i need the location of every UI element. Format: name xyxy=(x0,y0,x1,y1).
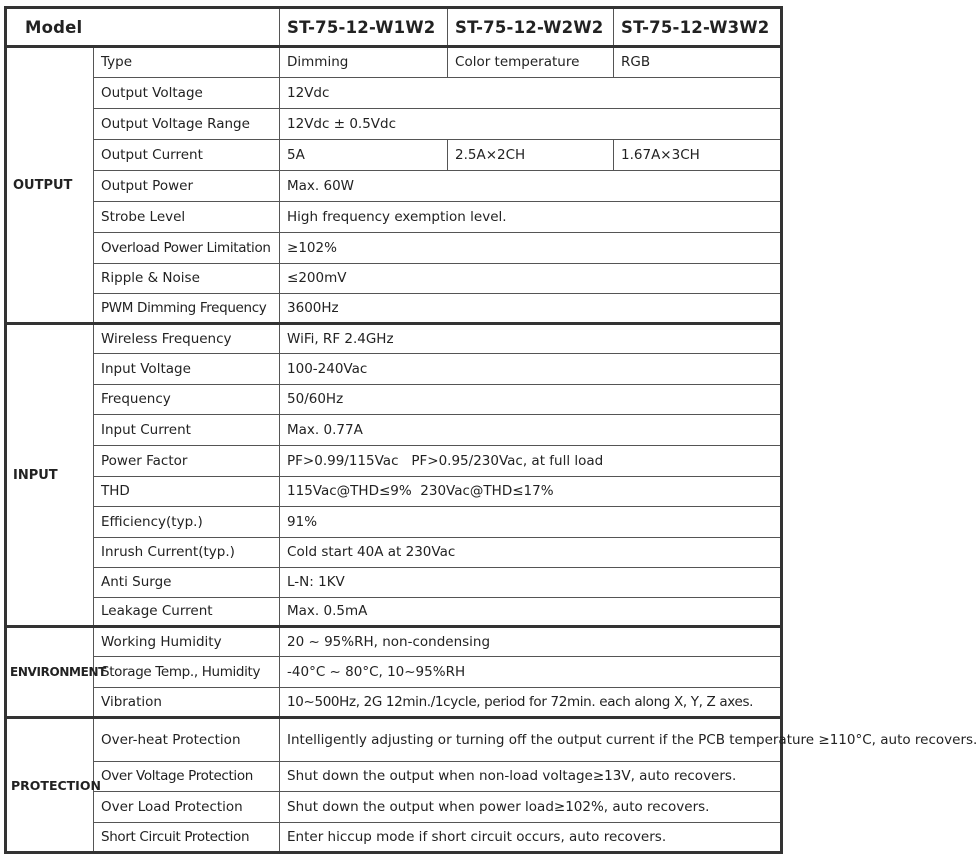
value-cell: Dimming xyxy=(280,47,448,78)
param-label: Working Humidity xyxy=(94,627,280,657)
table-row xyxy=(6,657,782,688)
param-label: Frequency xyxy=(94,385,280,415)
table-row xyxy=(6,598,782,627)
table-row xyxy=(6,264,782,294)
param-label: Leakage Current xyxy=(94,598,280,627)
value-cell: 3600Hz xyxy=(280,294,782,324)
param-label: Efficiency(typ.) xyxy=(94,507,280,538)
value-cell: 10~500Hz, 2G 12min./1cycle, period for 72min. each along X, Y, Z axes. xyxy=(280,688,782,718)
value-cell: -40°C ~ 80°C, 10~95%RH xyxy=(280,657,782,688)
value-cell: WiFi, RF 2.4GHz xyxy=(280,324,782,354)
param-label: THD xyxy=(94,477,280,507)
param-label: Wireless Frequency xyxy=(94,324,280,354)
table-row xyxy=(6,202,782,233)
value-cell: Max. 0.77A xyxy=(280,415,782,446)
group-label-input: INPUT xyxy=(6,324,94,627)
value-cell: Intelligently adjusting or turning off the output current if the PCB temperature ≥110°C, auto recovers. xyxy=(280,718,782,762)
value-cell: ≥102% xyxy=(280,233,782,264)
value-cell: High frequency exemption level. xyxy=(280,202,782,233)
value-cell: 100-240Vac xyxy=(280,354,782,385)
param-label: Strobe Level xyxy=(94,202,280,233)
table-row xyxy=(6,415,782,446)
param-label: Over Voltage Protection xyxy=(94,762,280,792)
table-row xyxy=(6,109,782,140)
table-row xyxy=(6,568,782,598)
value-cell: 20 ~ 95%RH, non-condensing xyxy=(280,627,782,657)
value-cell: 50/60Hz xyxy=(280,385,782,415)
environment-section xyxy=(6,627,782,718)
input-section xyxy=(6,324,782,627)
table-row xyxy=(6,477,782,507)
value-cell: Enter hiccup mode if short circuit occurs, auto recovers. xyxy=(280,823,782,853)
model-name: ST-75-12-W2W2 xyxy=(448,8,614,47)
table-row xyxy=(6,385,782,415)
value-cell: Color temperature xyxy=(448,47,614,78)
model-name: ST-75-12-W1W2 xyxy=(280,8,448,47)
value-cell: 115Vac@THD≤9% 230Vac@THD≤17% xyxy=(280,477,782,507)
value-cell: Shut down the output when power load≥102%, auto recovers. xyxy=(280,792,782,823)
param-label: Input Voltage xyxy=(94,354,280,385)
param-label: Output Current xyxy=(94,140,280,171)
group-label-protection: PROTECTION xyxy=(6,718,94,853)
value-cell: ≤200mV xyxy=(280,264,782,294)
value-cell: 5A xyxy=(280,140,448,171)
param-label: Over Load Protection xyxy=(94,792,280,823)
value-cell: PF>0.99/115Vac PF>0.95/230Vac, at full load xyxy=(280,446,782,477)
param-label: Output Voltage Range xyxy=(94,109,280,140)
table-row xyxy=(6,823,782,853)
param-label: Vibration xyxy=(94,688,280,718)
value-cell: Max. 60W xyxy=(280,171,782,202)
value-cell: Shut down the output when non-load voltage≥13V, auto recovers. xyxy=(280,762,782,792)
param-label: Output Voltage xyxy=(94,78,280,109)
param-label: Ripple & Noise xyxy=(94,264,280,294)
table-row xyxy=(6,294,782,324)
value-cell: 91% xyxy=(280,507,782,538)
output-section xyxy=(6,47,782,324)
table-row xyxy=(6,354,782,385)
param-label: Type xyxy=(94,47,280,78)
value-cell: RGB xyxy=(614,47,782,78)
header-row xyxy=(6,8,782,47)
param-label: Input Current xyxy=(94,415,280,446)
table-row xyxy=(6,762,782,792)
table-row xyxy=(6,140,782,171)
model-header: Model xyxy=(6,8,280,47)
table-row xyxy=(6,47,782,78)
table-row xyxy=(6,446,782,477)
value-cell: 1.67A×3CH xyxy=(614,140,782,171)
table-row xyxy=(6,718,782,762)
value-cell: 12Vdc ± 0.5Vdc xyxy=(280,109,782,140)
table-row xyxy=(6,792,782,823)
value-cell: L-N: 1KV xyxy=(280,568,782,598)
group-label-environment: ENVIRONMENT xyxy=(6,627,94,718)
param-label: Power Factor xyxy=(94,446,280,477)
param-label: Overload Power Limitation xyxy=(94,233,280,264)
param-label: Over-heat Protection xyxy=(94,718,280,762)
table-row xyxy=(6,233,782,264)
param-label: Storage Temp., Humidity xyxy=(94,657,280,688)
value-cell: Cold start 40A at 230Vac xyxy=(280,538,782,568)
table-row xyxy=(6,171,782,202)
model-name: ST-75-12-W3W2 xyxy=(614,8,782,47)
param-label: Output Power xyxy=(94,171,280,202)
group-label-output: OUTPUT xyxy=(6,47,94,324)
spec-table xyxy=(4,6,977,854)
table-row xyxy=(6,78,782,109)
param-label: Short Circuit Protection xyxy=(94,823,280,853)
table-row xyxy=(6,324,782,354)
value-cell: 2.5A×2CH xyxy=(448,140,614,171)
table-row xyxy=(6,627,782,657)
param-label: PWM Dimming Frequency xyxy=(94,294,280,324)
table-row xyxy=(6,688,782,718)
table-row xyxy=(6,507,782,538)
table-row xyxy=(6,538,782,568)
param-label: Anti Surge xyxy=(94,568,280,598)
value-cell: Max. 0.5mA xyxy=(280,598,782,627)
param-label: Inrush Current(typ.) xyxy=(94,538,280,568)
value-cell: 12Vdc xyxy=(280,78,782,109)
protection-section xyxy=(6,718,977,853)
